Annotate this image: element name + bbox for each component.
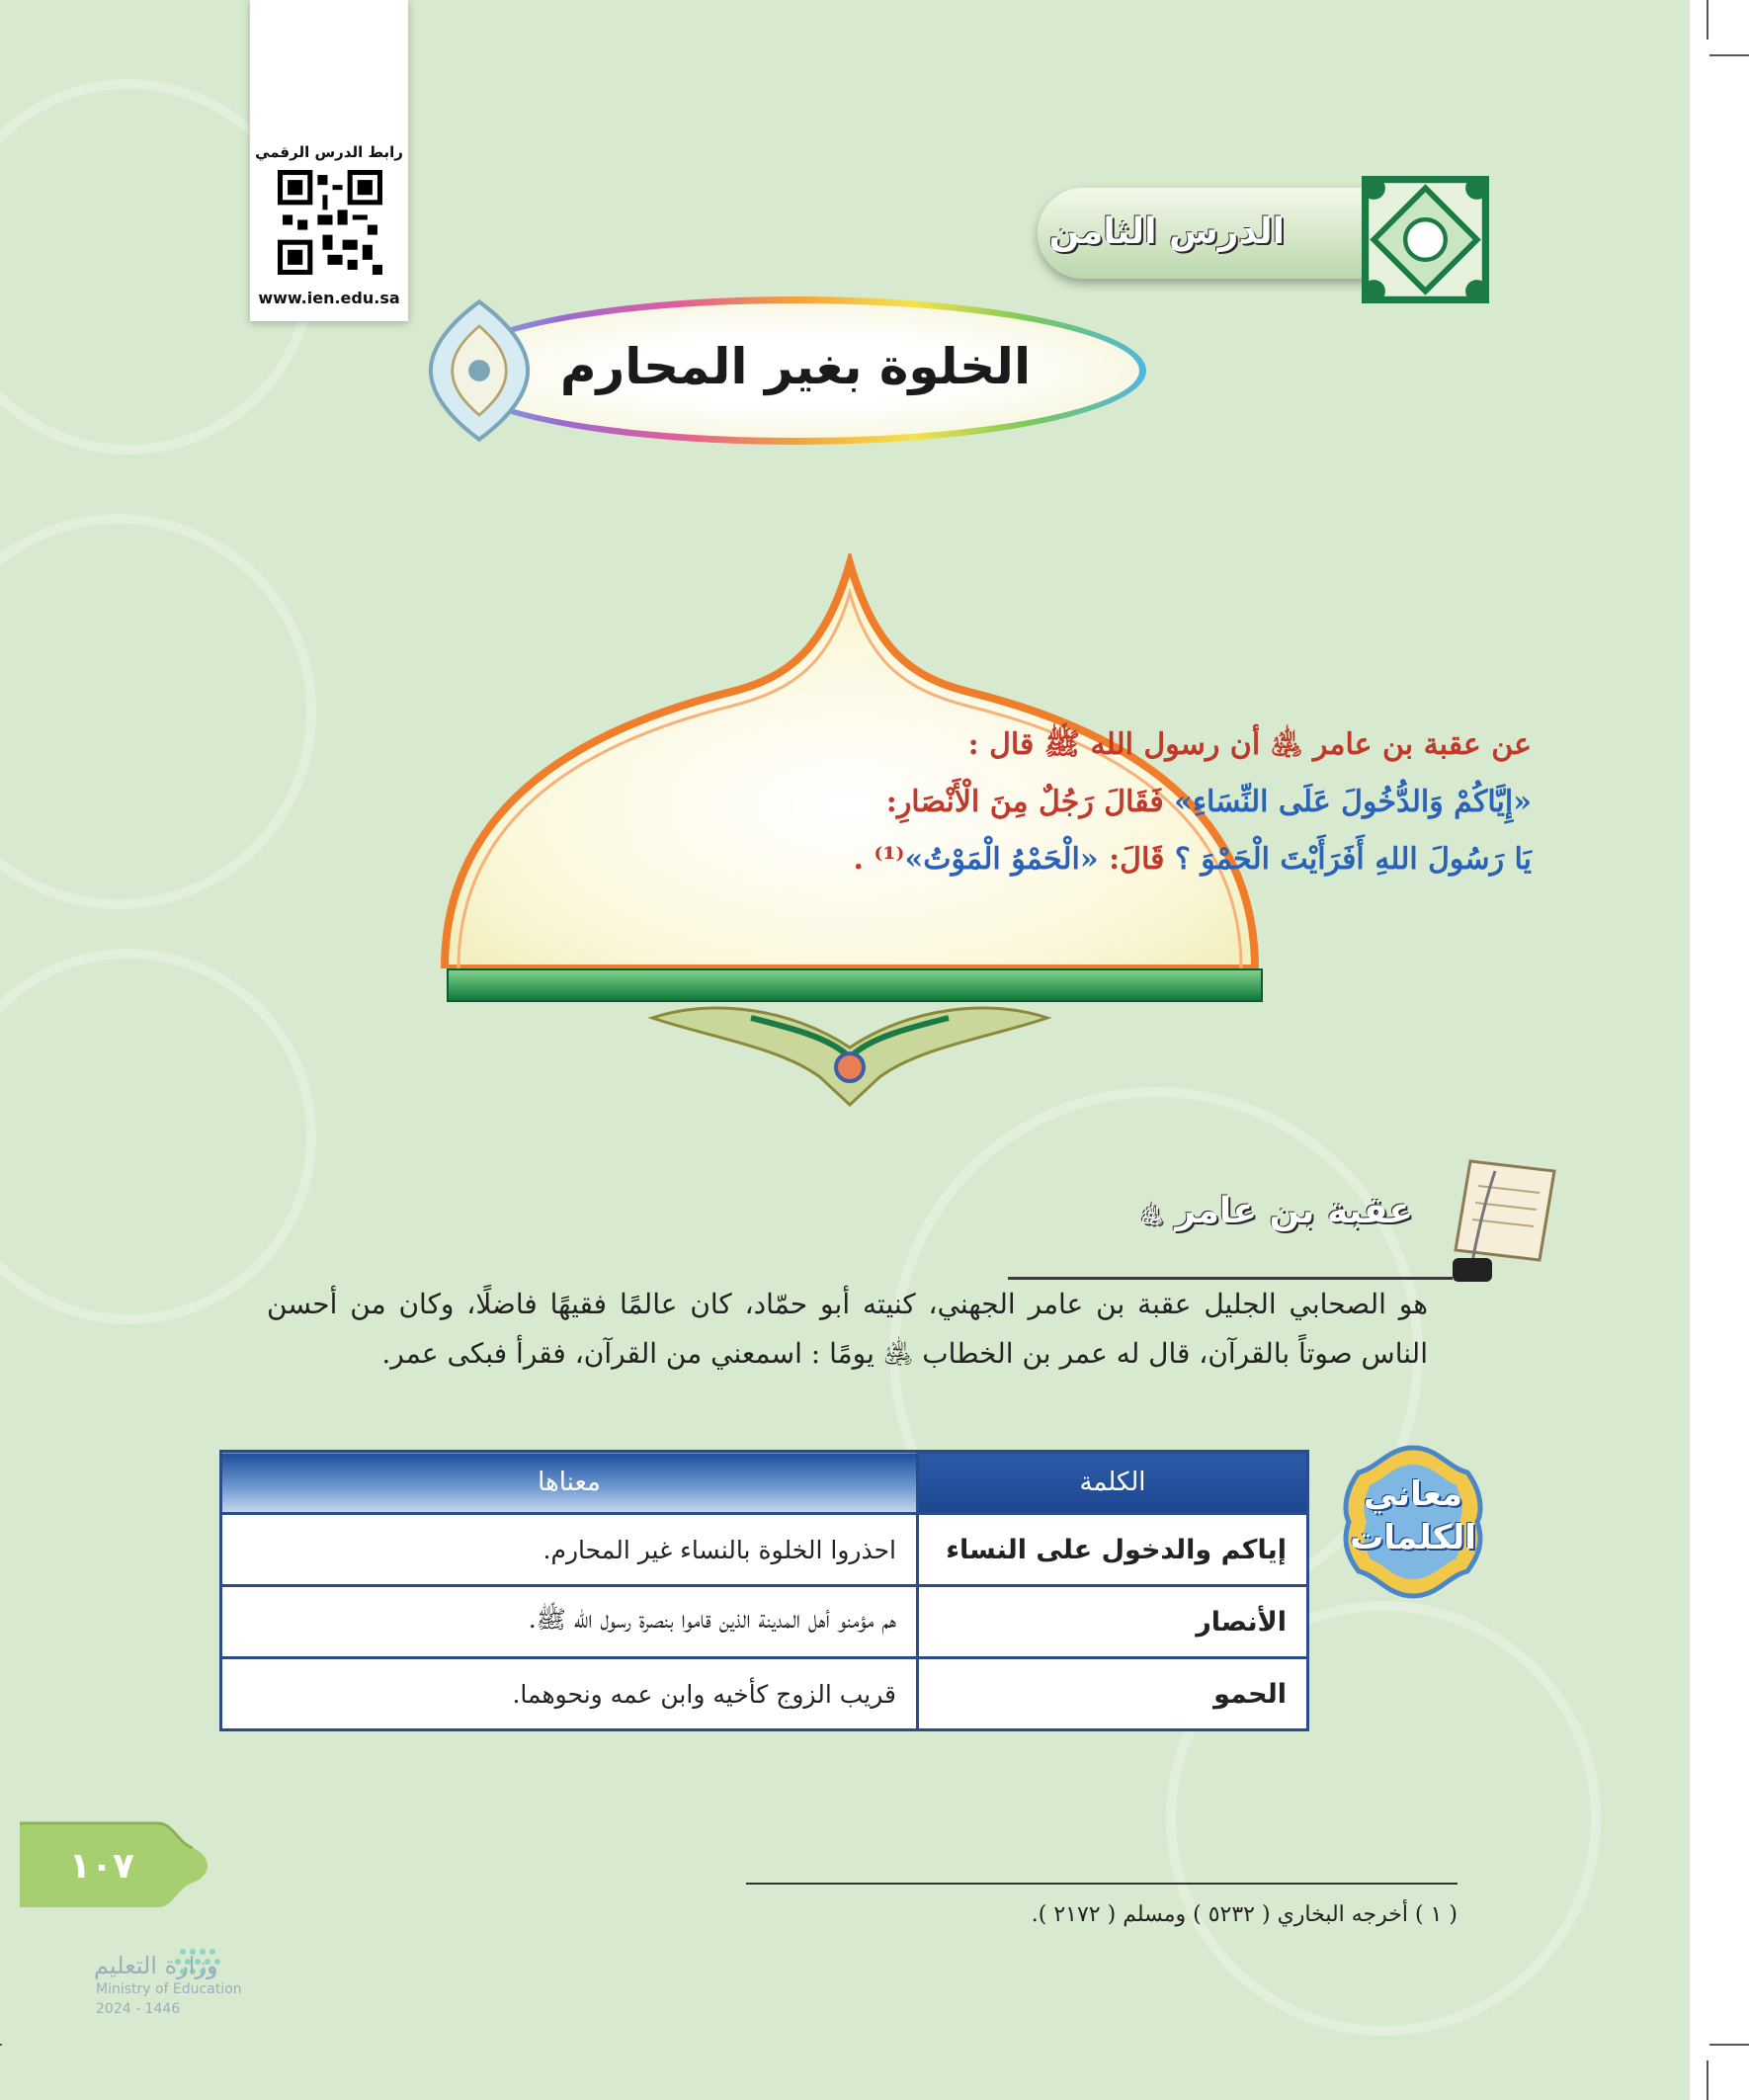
table-row xyxy=(221,1658,1308,1730)
word-meanings-label: معاني الكلمات xyxy=(1350,1474,1476,1557)
footnote: ( ١ ) أخرجه البخاري ( ٥٢٣٢ ) ومسلم ( ٢١٧٢ ). xyxy=(1031,1902,1458,1927)
lesson-title: الخلوة بغير المحارم xyxy=(559,338,1032,395)
digital-lesson-qr-card[interactable] xyxy=(250,0,408,321)
table-header-row xyxy=(221,1452,1308,1514)
background-ornament xyxy=(0,949,316,1324)
arabesque-bottom-ornament-icon xyxy=(632,988,1067,1107)
arabesque-medallion-icon xyxy=(425,296,534,445)
hadith-line-2: «إِيَّاكُمْ وَالدُّخُولَ عَلَى النِّسَاءِ» فَقَالَ رَجُلٌ مِنَ الْأَنْصَارِ: xyxy=(885,785,1532,819)
hadith-line-narrator: عن عقبة بن عامر ﵁ أن رسول الله ﷺ قال : xyxy=(967,727,1532,762)
page-number: ١٠٧ xyxy=(69,1846,134,1887)
honorific-mark: ﵁ xyxy=(1140,1204,1163,1227)
ministry-name-arabic: وزارة التعليم xyxy=(94,1952,218,1979)
meaning-cell: هم مؤمنو أهل المدينة الذين قاموا بنصرة رسول الله ﷺ. xyxy=(221,1586,918,1658)
qr-label: رابط الدرس الرقمي xyxy=(255,143,403,161)
crop-mark xyxy=(1709,54,1749,56)
arabesque-ornament-icon xyxy=(1354,168,1497,311)
word-meanings-table xyxy=(219,1450,1309,1731)
word-cell: الحمو xyxy=(918,1658,1308,1730)
ministry-name-english: Ministry of Education xyxy=(96,1981,242,1997)
lesson-title-banner xyxy=(445,296,1146,445)
companion-biography: هو الصحابي الجليل عقبة بن عامر الجهني، كنيته أبو حمّاد، كان عالمًا فقيهًا فاضلًا، وكان من أحسن الناس صوتاً بالقرآن، قال له عمر بن الخطاب ﵁ يومًا : اسمعني من القرآن، فقرأ فبكى عمر. xyxy=(267,1288,1428,1370)
table-row xyxy=(221,1586,1308,1658)
background-ornament xyxy=(0,514,316,909)
scroll-and-ink-icon xyxy=(1441,1151,1564,1285)
meaning-cell: قريب الزوج كأخيه وابن عمه ونحوهما. xyxy=(221,1658,918,1730)
crop-mark xyxy=(1707,0,1708,40)
qr-url[interactable]: www.ien.edu.sa xyxy=(258,289,400,307)
crop-mark xyxy=(1709,2044,1749,2046)
table-row xyxy=(221,1514,1308,1586)
qr-code-icon[interactable] xyxy=(278,170,382,275)
hadith-line-3: يَا رَسُولَ اللهِ أَفَرَأَيْتَ الْحَمْوَ ؟ قَالَ: «الْحَمْوُ الْمَوْتُ»⁽¹⁾ . xyxy=(853,842,1532,877)
edition-year: 2024 - 1446 xyxy=(96,2001,181,2017)
word-cell: الأنصار xyxy=(918,1586,1308,1658)
crop-mark xyxy=(0,2044,2,2046)
lesson-number: الدرس الثامن xyxy=(1048,211,1285,252)
companion-name-heading: عقبة بن عامر ﵁ xyxy=(1140,1191,1413,1231)
crop-mark xyxy=(1707,2060,1708,2100)
word-cell: إياكم والدخول على النساء xyxy=(918,1514,1308,1586)
footnote-separator xyxy=(746,1883,1458,1885)
header-word: الكلمة xyxy=(918,1452,1308,1514)
hadith-text xyxy=(494,716,1532,888)
header-meaning: معناها xyxy=(221,1452,918,1514)
meaning-cell: احذروا الخلوة بالنساء غير المحارم. xyxy=(221,1514,918,1586)
